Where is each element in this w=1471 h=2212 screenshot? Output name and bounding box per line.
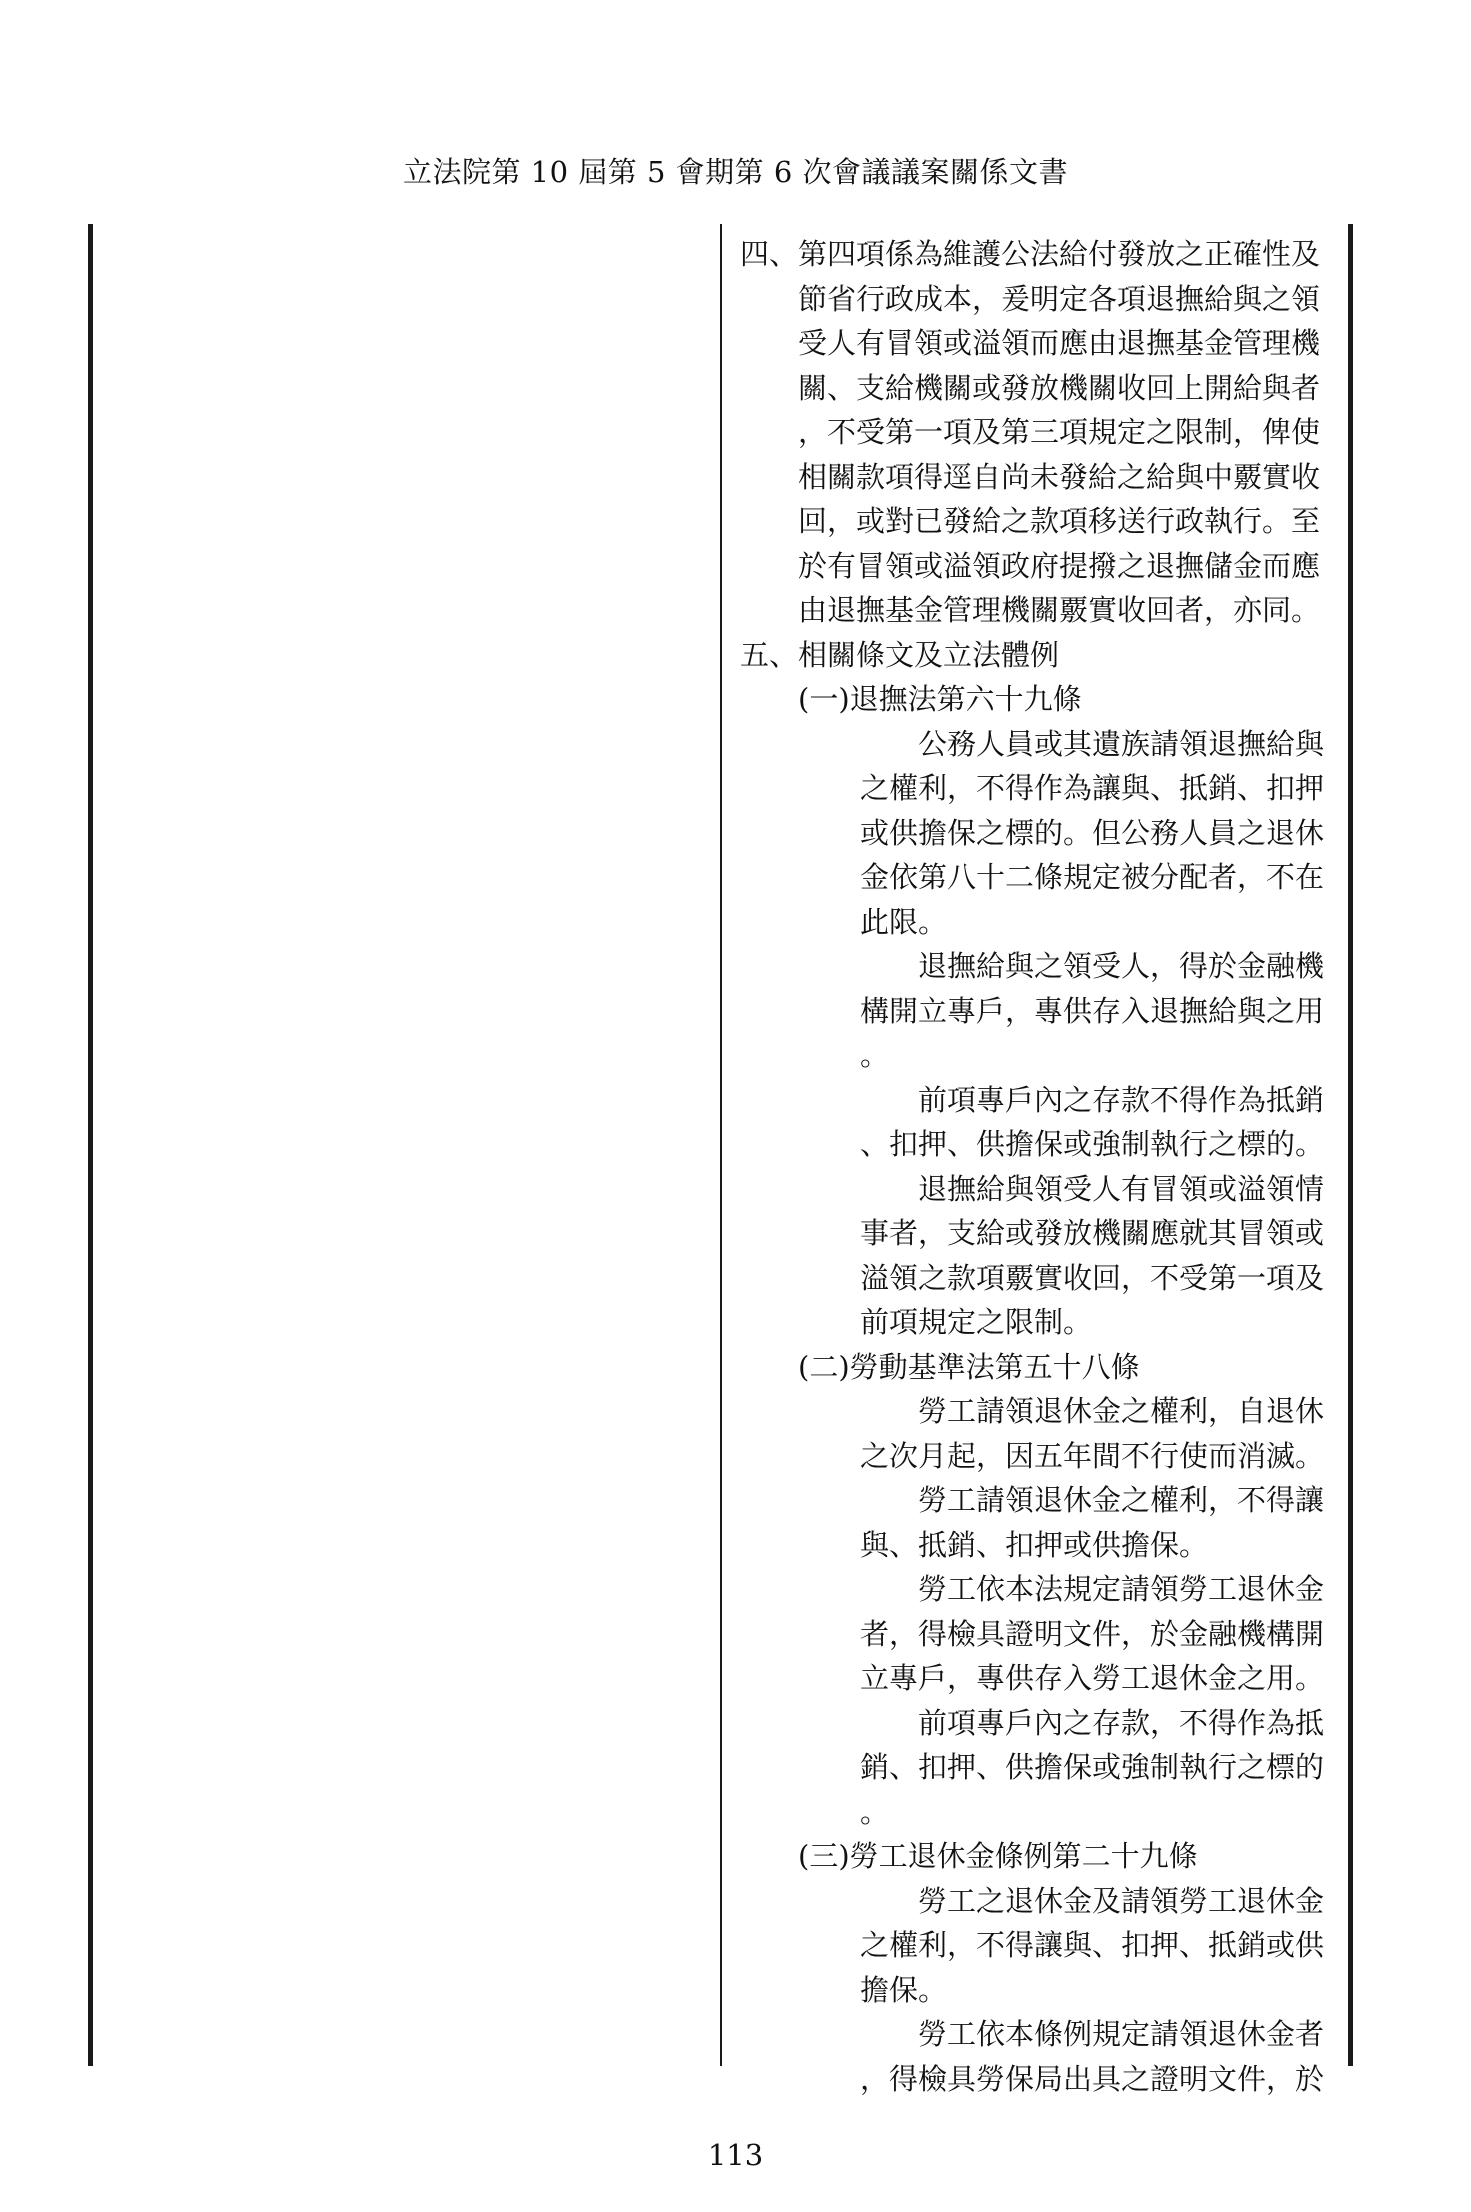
text-line: 勞工依本條例規定請領退休金者: [918, 2017, 1325, 2051]
text-line: 與、抵銷、扣押或供擔保。: [860, 1527, 1209, 1562]
text-line: ，得檢具勞保局出具之證明文件，於: [860, 2061, 1325, 2096]
text-line: 退撫給與之領受人，得於金融機: [918, 949, 1325, 983]
text-line: 或供擔保之標的。但公務人員之退休: [860, 815, 1325, 850]
left-border-rule: [88, 224, 93, 2066]
text-line: ，不受第一項及第三項規定之限制，俾使: [798, 415, 1321, 449]
text-line: 關、支給機關或發放機關收回上開給與者: [798, 370, 1321, 405]
text-line: 勞工之退休金及請領勞工退休金: [918, 1883, 1325, 1918]
text-line: 事者，支給或發放機關應就其冒領或: [860, 1216, 1325, 1250]
text-line: 之權利，不得讓與、扣押、抵銷或供: [860, 1928, 1325, 1962]
text-line: 。: [860, 1794, 890, 1829]
text-line: 擔保。: [860, 1972, 948, 2007]
text-line: 前項規定之限制。: [860, 1305, 1093, 1339]
text-line: 。: [860, 1038, 890, 1072]
text-line: 金依第八十二條規定被分配者，不在: [860, 860, 1325, 894]
text-line: 構開立專戶，專供存入退撫給與之用: [860, 993, 1325, 1028]
text-line: (一)退撫法第六十九條: [798, 682, 1082, 716]
page-number: 113: [707, 2138, 764, 2172]
text-line: 之權利，不得作為讓與、抵銷、扣押: [860, 771, 1325, 805]
explanation-column: [740, 232, 1340, 2101]
text-line: 節省行政成本，爰明定各項退撫給與之領: [798, 281, 1321, 316]
text-line: 勞工請領退休金之權利，不得讓: [918, 1483, 1325, 1517]
text-line: 相關款項得逕自尚未發給之給與中覈實收: [798, 459, 1321, 494]
text-line: 、扣押、供擔保或強制執行之標的。: [860, 1127, 1325, 1161]
text-line: 溢領之款項覈實收回，不受第一項及: [860, 1260, 1325, 1295]
text-line: 銷、扣押、供擔保或強制執行之標的: [860, 1750, 1325, 1784]
document-header: 立法院第 10 屆第 5 會期第 6 次會議議案關係文書: [402, 155, 1069, 189]
text-line: 受人有冒領或溢領而應由退撫基金管理機: [798, 326, 1321, 360]
text-line: 立專戶，專供存入勞工退休金之用。: [860, 1661, 1325, 1695]
text-line: 前項專戶內之存款，不得作為抵: [918, 1705, 1325, 1740]
right-border-rule: [1348, 224, 1353, 2066]
text-line: 由退撫基金管理機關覈實收回者，亦同。: [798, 593, 1321, 627]
text-line: 勞工依本法規定請領勞工退休金: [918, 1572, 1325, 1606]
text-line: 回，或對已發給之款項移送行政執行。至: [798, 504, 1321, 538]
text-line: 之次月起，因五年間不行使而消滅。: [860, 1438, 1325, 1473]
column-divider-rule: [720, 224, 722, 2066]
text-line: 於有冒領或溢領政府提撥之退撫儲金而應: [798, 548, 1321, 583]
text-line: 勞工請領退休金之權利，自退休: [918, 1394, 1325, 1428]
text-line: 五、相關條文及立法體例: [740, 637, 1060, 672]
text-line: 退撫給與領受人有冒領或溢領情: [918, 1171, 1325, 1206]
text-line: 此限。: [860, 904, 948, 939]
text-line: 前項專戶內之存款不得作為抵銷: [918, 1082, 1325, 1117]
text-line: 者，得檢具證明文件，於金融機構開: [860, 1616, 1325, 1651]
text-line: 公務人員或其遺族請領退撫給與: [918, 726, 1325, 761]
text-line: 四、第四項係為維護公法給付發放之正確性及: [740, 237, 1321, 271]
text-line: (三)勞工退休金條例第二十九條: [798, 1839, 1198, 1873]
text-line: (二)勞動基準法第五十八條: [798, 1349, 1140, 1384]
